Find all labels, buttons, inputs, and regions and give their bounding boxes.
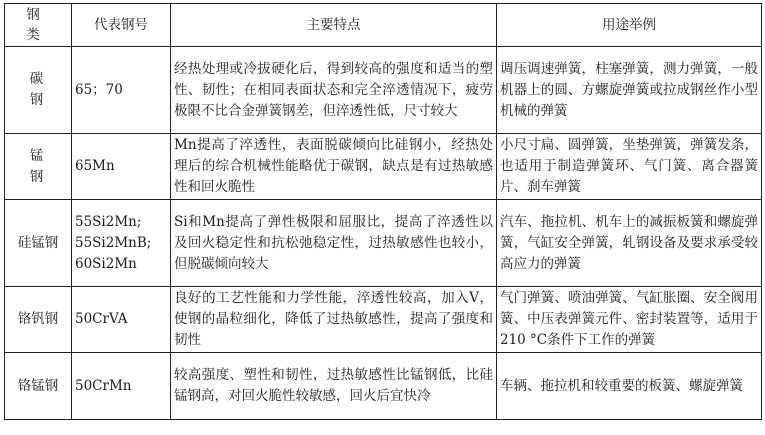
table-row [5,134,762,200]
grade-cell [72,200,171,287]
grade-value: 55Si2MnB; [75,234,152,251]
table-header-row [5,4,762,47]
grade-value: 60Si2Mn [75,255,137,272]
grade-value: 55Si2Mn; [75,213,142,230]
header-grade: 代表钢号 [72,4,171,47]
steel-type-cell: 铬锰钢 [5,353,72,420]
features-cell: Mn提高了淬透性，表面脱碳倾向比硅钢小，经热处理后的综合机械性能略优于碳钢，缺点是有过热敏感性和回火脆性 [171,134,497,200]
features-cell: 良好的工艺性能和力学性能，淬透性较高，加入V，使钢的晶粒细化，降低了过热敏感性，提高了强度和韧性 [171,287,497,353]
grade-value: 65；70 [75,81,123,98]
grade-value: 65Mn [75,158,115,174]
grade-value: 50CrMn [75,377,132,394]
features-cell: 较高强度、塑性和韧性，过热敏感性比锰钢低，比硅锰钢高，对回火脆性较敏感，回火后宜快冷 [171,353,497,420]
header-features: 主要特点 [171,4,497,47]
table-row [5,47,762,134]
header-steel-type: 钢 类 [5,4,72,47]
uses-cell: 调压调速弹簧，柱塞弹簧，测力弹簧，一般机器上的圆、方螺旋弹簧或拉成钢丝作小型机械的弹簧 [497,47,762,134]
spring-steel-table [4,3,762,420]
grade-cell [72,353,171,420]
uses-cell: 车辆、拖拉机和较重要的板簧、螺旋弹簧 [497,353,762,420]
spring-steel-table-container [4,3,761,420]
table-row [5,287,762,353]
grade-cell [72,134,171,200]
steel-type-cell: 铬钒钢 [5,287,72,353]
uses-cell: 汽车、拖拉机、机车上的减振板簧和螺旋弹簧，气缸安全弹簧，轧钢设备及要求承受较高应力的弹簧 [497,200,762,287]
steel-type-cell: 硅锰钢 [5,200,72,287]
features-cell: 经热处理或冷拔硬化后，得到较高的强度和适当的塑性、韧性；在相同表面状态和完全淬透情况下，疲劳极限不比合金弹簧钢差，但淬透性低，尺寸较大 [171,47,497,134]
grade-cell [72,287,171,353]
steel-type-cell: 碳 钢 [5,47,72,134]
table-row [5,353,762,420]
steel-type-cell: 锰 钢 [5,134,72,200]
features-cell: Si和Mn提高了弹性极限和屈服比，提高了淬透性以及回火稳定性和抗松弛稳定性，过热敏感性也较小，但脱碳倾向较大 [171,200,497,287]
uses-cell: 小尺寸扁、圆弹簧，坐垫弹簧，弹簧发条，也适用于制造弹簧环、气门簧、离合器簧片、刹车弹簧 [497,134,762,200]
grade-cell [72,47,171,134]
header-uses: 用途举例 [497,4,762,47]
uses-cell: 气门弹簧、喷油弹簧、气缸胀圈、安全阀用簧、中压表弹簧元件、密封装置等，适用于210 °C条件下工作的弹簧 [497,287,762,353]
table-row [5,200,762,287]
grade-value: 50CrVA [75,311,128,327]
